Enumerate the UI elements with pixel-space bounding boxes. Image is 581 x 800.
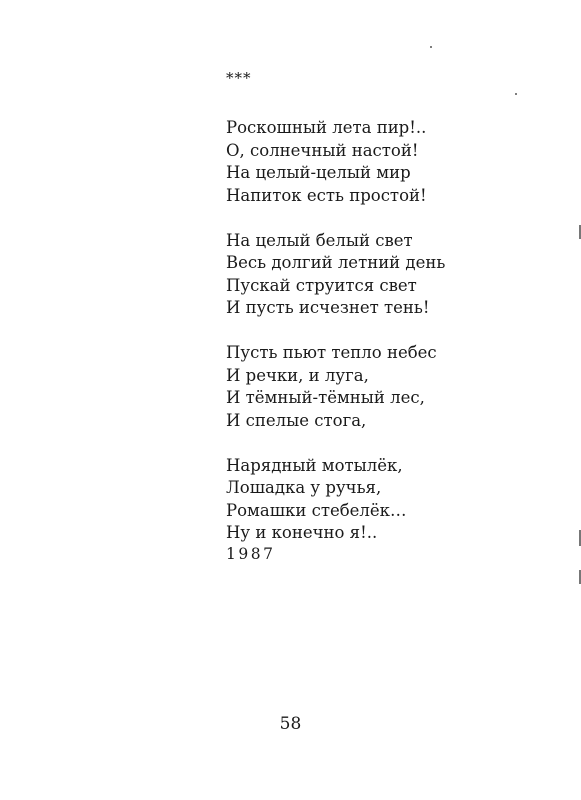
poem-line: О, солнечный настой! (226, 140, 419, 160)
poem-line: И спелые стога, (226, 410, 367, 430)
poem-line: Пусть пьют тепло небес (226, 343, 437, 362)
section-asterism: *** (226, 69, 252, 87)
poem-line: Нарядный мотылёк, (226, 455, 403, 475)
poem-line: И речки, и луга, (226, 365, 369, 385)
poem-line: И тёмный-тёмный лес, (226, 388, 425, 407)
poem-body (226, 117, 445, 545)
stanza-2 (226, 230, 445, 320)
poem-line: Лошадка у ручья, (226, 478, 382, 497)
poem-line: Ну и конечно я!.. (226, 523, 378, 542)
stanza-1 (226, 117, 445, 207)
stanza-4 (226, 455, 445, 545)
page-number: 58 (279, 714, 302, 734)
poem-line: Напиток есть простой! (226, 185, 427, 205)
poem-line: На целый-целый мир (226, 163, 411, 182)
poem-line: Пускай струится свет (226, 275, 417, 295)
scan-speck (430, 46, 432, 48)
scan-speck (515, 93, 517, 95)
poem-line: Роскошный лета пир!.. (226, 118, 427, 137)
poem-line: Весь долгий летний день (226, 253, 446, 272)
poem-line: На целый белый свет (226, 230, 413, 250)
poem-line: Ромашки стебелёк… (226, 500, 407, 520)
poem-year: 1987 (226, 545, 276, 563)
stanza-3 (226, 342, 445, 432)
poem-line: И пусть исчезнет тень! (226, 298, 430, 317)
